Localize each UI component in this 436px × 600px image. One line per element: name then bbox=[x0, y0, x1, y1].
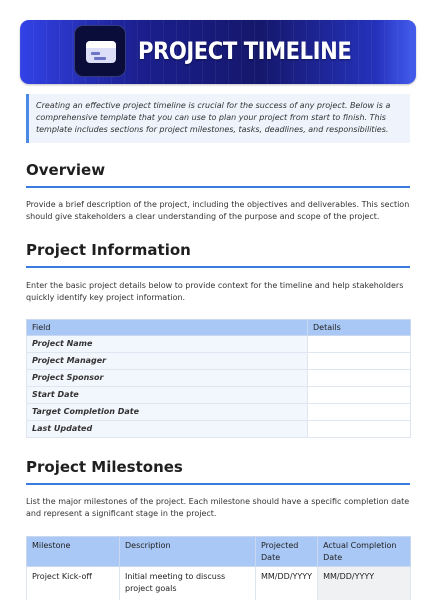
project-info-rule bbox=[26, 266, 410, 268]
table-row bbox=[27, 404, 411, 421]
project-info-text: Enter the basic project details below to provide context for the timeline and help stakeholders quickly identify key project information. bbox=[26, 281, 404, 302]
projected-date-cell[interactable]: MM/DD/YYYY bbox=[256, 567, 318, 600]
actual-date-cell[interactable]: MM/DD/YYYY bbox=[318, 567, 411, 600]
details-cell[interactable] bbox=[308, 421, 411, 438]
timeline-card-icon bbox=[74, 25, 126, 77]
column-header-actual-date: Actual Completion Date bbox=[318, 537, 411, 567]
card-shape bbox=[86, 41, 116, 63]
table-row bbox=[27, 370, 411, 387]
field-cell: Last Updated bbox=[27, 421, 308, 438]
description-cell: Initial meeting to discuss project goals bbox=[120, 567, 256, 600]
details-cell[interactable] bbox=[308, 404, 411, 421]
project-info-table bbox=[26, 319, 411, 438]
overview-rule bbox=[26, 186, 410, 188]
column-header-details: Details bbox=[308, 320, 411, 336]
milestones-rule bbox=[26, 483, 410, 485]
details-cell[interactable] bbox=[308, 370, 411, 387]
title-banner bbox=[20, 20, 416, 84]
project-info-heading: Project Information bbox=[26, 241, 191, 259]
field-cell: Project Name bbox=[27, 336, 308, 353]
details-cell[interactable] bbox=[308, 387, 411, 404]
table-row bbox=[27, 353, 411, 370]
table-row bbox=[27, 387, 411, 404]
details-cell[interactable] bbox=[308, 336, 411, 353]
intro-callout: Creating an effective project timeline is crucial for the success of any project. Below is a comprehensive template that you can use to plan your project from start to finish. This template includes sections for project milestones, tasks, deadlines, and responsibilities. bbox=[26, 94, 410, 143]
column-header-projected-date: Projected Date bbox=[256, 537, 318, 567]
overview-heading: Overview bbox=[26, 161, 106, 179]
milestones-text: List the major milestones of the project. Each milestone should have a specific completion date and represent a significant stage in the project. bbox=[26, 497, 410, 518]
column-header-description: Description bbox=[120, 537, 256, 567]
field-cell: Start Date bbox=[27, 387, 308, 404]
table-row bbox=[27, 421, 411, 438]
table-row bbox=[27, 336, 411, 353]
details-cell[interactable] bbox=[308, 353, 411, 370]
field-cell: Project Sponsor bbox=[27, 370, 308, 387]
table-header-row bbox=[27, 320, 411, 336]
banner-glow bbox=[376, 20, 416, 84]
page-title: PROJECT TIMELINE bbox=[138, 37, 352, 65]
table-row bbox=[27, 567, 411, 600]
milestone-cell: Project Kick-off bbox=[27, 567, 120, 600]
milestones-table bbox=[26, 536, 411, 600]
column-header-field: Field bbox=[27, 320, 308, 336]
column-header-milestone: Milestone bbox=[27, 537, 120, 567]
overview-text: Provide a brief description of the project, including the objectives and deliverables. This section should give stakeholders a clear understanding of the purpose and scope of the project. bbox=[26, 200, 410, 221]
table-header-row bbox=[27, 537, 411, 567]
milestones-heading: Project Milestones bbox=[26, 458, 183, 476]
field-cell: Project Manager bbox=[27, 353, 308, 370]
field-cell: Target Completion Date bbox=[27, 404, 308, 421]
